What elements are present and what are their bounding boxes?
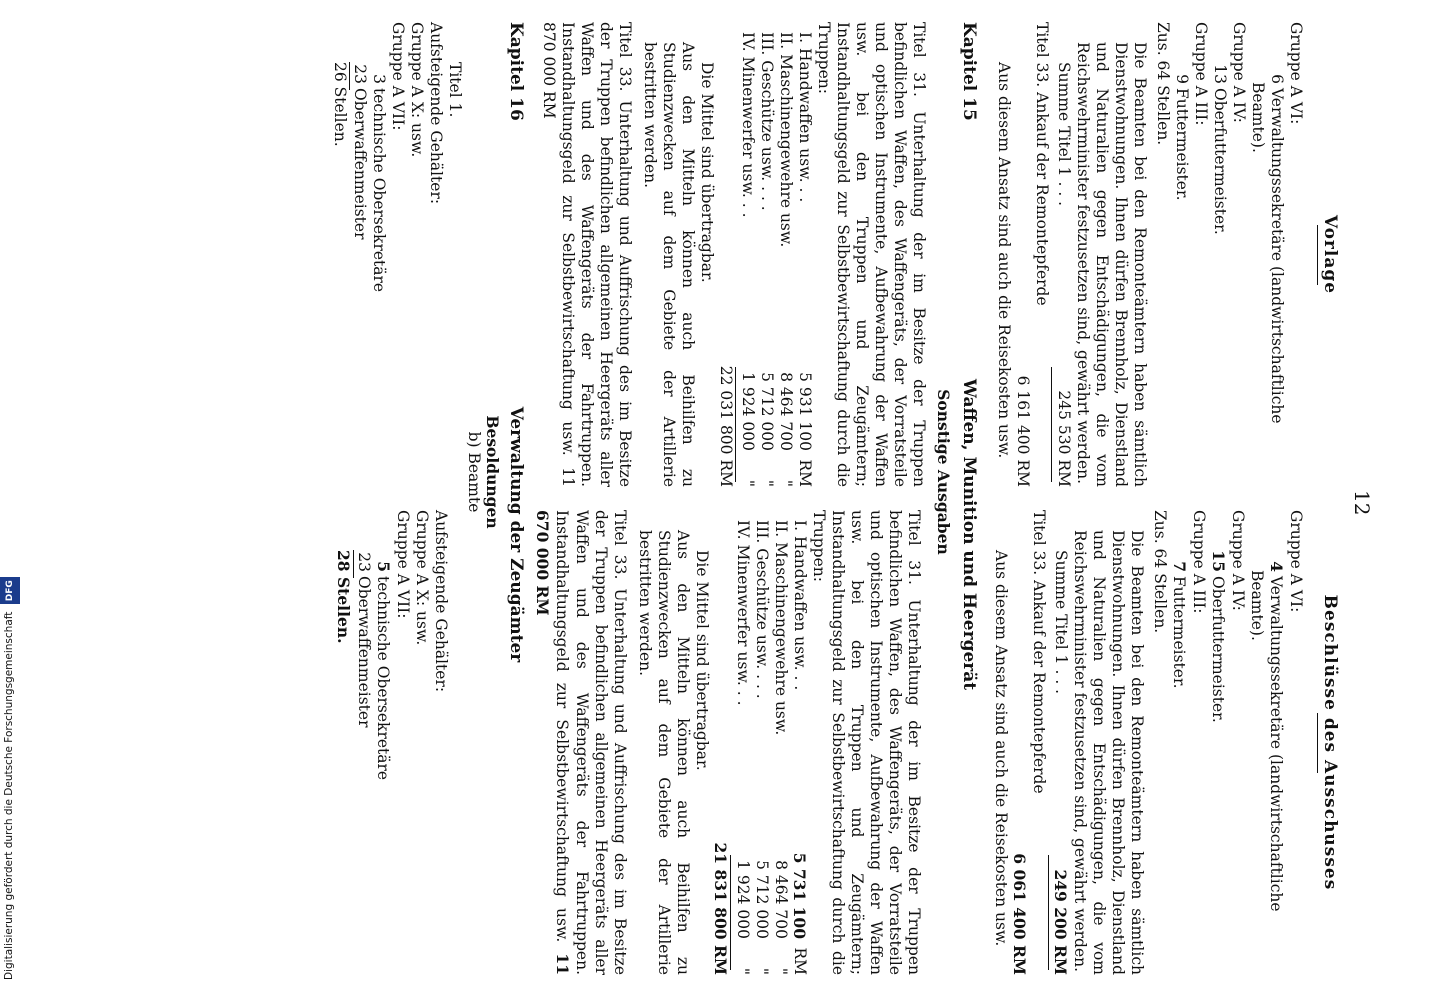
summe-titel-1: Summe Titel 1 . . . 245 530 RM — [1055, 62, 1073, 487]
group-entry: 4Verwaltungssekretäre (landwirtschaftliche — [1267, 561, 1286, 912]
reisekosten-note: Aus diesem Ansatz sind auch die Reisekosten usw. — [992, 550, 1010, 947]
group-entry-cont: Beamte). — [1249, 82, 1267, 153]
kapitel-15-title: Waffen, Munition und Heergerät — [959, 378, 979, 691]
list-item: III. Geschütze usw. . . . 5 712 000 " — [753, 520, 771, 975]
zus-stellen: Zus. 64 Stellen. — [1154, 22, 1172, 146]
heading-spacer — [450, 510, 532, 975]
group-entry: 23Oberwaffenmeister — [351, 64, 369, 240]
titel-33-remonte-value: 6 061 400 RM — [1010, 853, 1029, 975]
aufsteigende-gehaelter: Aufsteigende Gehälter: — [432, 510, 450, 693]
titel-33-remonte: Titel 33. Ankauf der Remontepferde — [1033, 22, 1051, 306]
besoldungen: Besoldungen — [483, 415, 502, 529]
group-label: Gruppe A VI: — [1287, 22, 1305, 125]
zus-stellen: Zus. 64 Stellen. — [1151, 510, 1169, 634]
list-item: I. Handwaffen usw. . . 5 731 100 RM — [790, 520, 809, 975]
sum-rule — [735, 367, 736, 482]
sum-rule — [730, 855, 731, 970]
stellen-total: 28 Stellen. — [334, 550, 353, 644]
list-item: II. Maschinengewehre usw. 8 464 700 " — [777, 32, 795, 487]
stellen-total: 26 Stellen. — [331, 62, 349, 147]
group-entry: 5technische Obersekretäre — [374, 561, 393, 781]
header-rule — [1317, 713, 1318, 773]
group-entry: 13Oberfuttermeister. — [1211, 64, 1229, 235]
titel-33-heergeraet: Titel 33. Unterhaltung und Auffrischung des im Besitze der Truppen befindlichen allgemeinen Heergeräts aller Waffen und des Waffengeräts der Fahrtruppen. Instandhaltungsgeld zur Selbstbewirtschaftung usw. 11 870 000 RM — [540, 22, 634, 487]
group-label: Gruppe A IV: — [1230, 22, 1248, 123]
dfg-credit — [0, 0, 20, 1000]
sum-rule — [1051, 367, 1052, 482]
group-entry: 15Oberfuttermeister. — [1209, 550, 1228, 723]
list-item: III. Geschütze usw. . . . 5 712 000 " — [758, 32, 776, 487]
column-beschluesse — [334, 510, 1339, 975]
titel-33-remonte-value: 6 161 400 RM — [1014, 375, 1032, 487]
kapitel-16-title: Verwaltung der Zeugämter — [506, 406, 526, 663]
kapitel-16-heading: Kapitel 16 Verwaltung der Zeugämter — [506, 22, 525, 487]
column-header: Vorlage — [1320, 214, 1340, 295]
mittel-uebertragbar: Die Mittel sind übertragbar. — [693, 550, 711, 771]
items-total: 22 031 800 RM — [717, 365, 735, 487]
dfg-logo-icon: DFG — [0, 577, 20, 604]
group-entry: 9Futtermeister. — [1173, 74, 1191, 201]
sonstige-ausgaben: Sonstige Ausgaben — [934, 389, 953, 555]
mittel-uebertragbar: Die Mittel sind übertragbar. — [698, 62, 716, 283]
summe-titel-1: Summe Titel 1 . . . 249 200 RM — [1051, 550, 1070, 975]
gruppe-avii: Gruppe A VII: — [394, 510, 412, 619]
group-entry: 7Futtermeister. — [1170, 561, 1189, 689]
list-item: IV. Minenwerfer usw. . . 1 924 000 " — [739, 32, 757, 487]
page-number: 12 — [1350, 490, 1374, 516]
header-rule — [1317, 225, 1318, 285]
heading-spacer — [929, 510, 991, 975]
mittel-beihilfen: Aus den Mitteln können auch Beihilfen zu Studienzwecken auf dem Gebiete der Artillerie bestritten werden. — [636, 530, 692, 975]
reisekosten-note: Aus diesem Ansatz sind auch die Reisekosten usw. — [995, 62, 1013, 459]
group-label: Gruppe A VI: — [1287, 510, 1305, 613]
aufsteigende-gehaelter: Aufsteigende Gehälter: — [427, 22, 445, 205]
kapitel-15-heading: Kapitel 15 Waffen, Munition und Heergerät — [959, 22, 978, 487]
group-entry: 3technische Obersekretäre — [370, 74, 388, 293]
footer-strip — [0, 0, 20, 1000]
list-item: IV. Minenwerfer usw. . . 1 924 000 " — [734, 520, 752, 975]
gruppe-ax: Gruppe A X: usw. — [413, 510, 431, 646]
titel-1: Titel 1. — [446, 62, 464, 118]
group-label: Gruppe A III: — [1192, 22, 1210, 126]
column-header: Beschlüsse des Ausschusses — [1320, 594, 1340, 891]
group-entry: 6Verwaltungssekretäre (landwirtschaftliche — [1268, 74, 1286, 424]
sum-rule — [1048, 855, 1049, 970]
group-label: Gruppe A III: — [1190, 510, 1208, 614]
gruppe-avii: Gruppe A VII: — [389, 22, 407, 131]
beamte-label: b) Beamte — [465, 431, 483, 513]
group-entry-cont: Beamte). — [1248, 570, 1266, 641]
mittel-beihilfen: Aus den Mitteln können auch Beihilfen zu Studienzwecken auf dem Gebiete der Artillerie bestritten werden. — [641, 42, 697, 487]
group-label: Gruppe A IV: — [1229, 510, 1247, 611]
items-total: 21 831 800 RM — [711, 842, 730, 975]
gruppe-ax: Gruppe A X: usw. — [408, 22, 426, 158]
beamten-paragraph: Die Beamten bei den Remonteämtern haben sämtlich Dienstwohnungen. Ihnen dürfen Brennholz, Dienstland und Naturalien gegen Entschädigungen, die vom Reichswehrminister festzusetzen sind, gewährt werden. — [1071, 530, 1146, 975]
beamten-paragraph: Die Beamten bei den Remonteämtern haben sämtlich Dienstwohnungen. Ihnen dürfen Brennholz, Dienstland und Naturalien gegen Entschädigungen, die vom Reichswehrminister festzusetzen sind, gewährt werden. — [1074, 42, 1149, 487]
list-item: II. Maschinengewehre usw. 8 464 700 " — [772, 520, 790, 975]
titel-31-paragraph: Titel 31. Unterhaltung der im Besitze der Truppen befindlichen Waffen, des Waffengeräts, der Vorratsteile und optischen Instrumente, Aufbewahrung der Waffen usw. bei den Truppen und Zeugämtern; Instandhaltungsgeld zur Selbstbewirtschaftung durch die Truppen: — [815, 22, 928, 487]
dfg-credit-text: Digitalisierung gefördert durch die Deutsche Forschungsgemeinschaft — [3, 611, 15, 980]
titel-33-remonte: Titel 33. Ankauf der Remontepferde — [1030, 510, 1048, 794]
titel-31-paragraph: Titel 31. Unterhaltung der im Besitze der Truppen befindlichen Waffen, des Waffengeräts, der Vorratsteile und optischen Instrumente, Aufbewahrung der Waffen usw. bei den Truppen und Zeugämtern; Instandhaltungsgeld zur Selbstbewirtschaftung durch die Truppen: — [810, 510, 923, 975]
group-entry: 23Oberwaffenmeister — [355, 552, 373, 728]
list-item: I. Handwaffen usw. . . 5 931 100 RM — [796, 32, 814, 487]
titel-33-heergeraet: Titel 33. Unterhaltung und Auffrischung des im Besitze der Truppen befindlichen allgemeinen Heergeräts aller Waffen und des Waffengeräts der Fahrtruppen. Instandhaltungsgeld zur Selbstbewirtschaftung usw. 11 670 000 RM — [533, 510, 629, 975]
